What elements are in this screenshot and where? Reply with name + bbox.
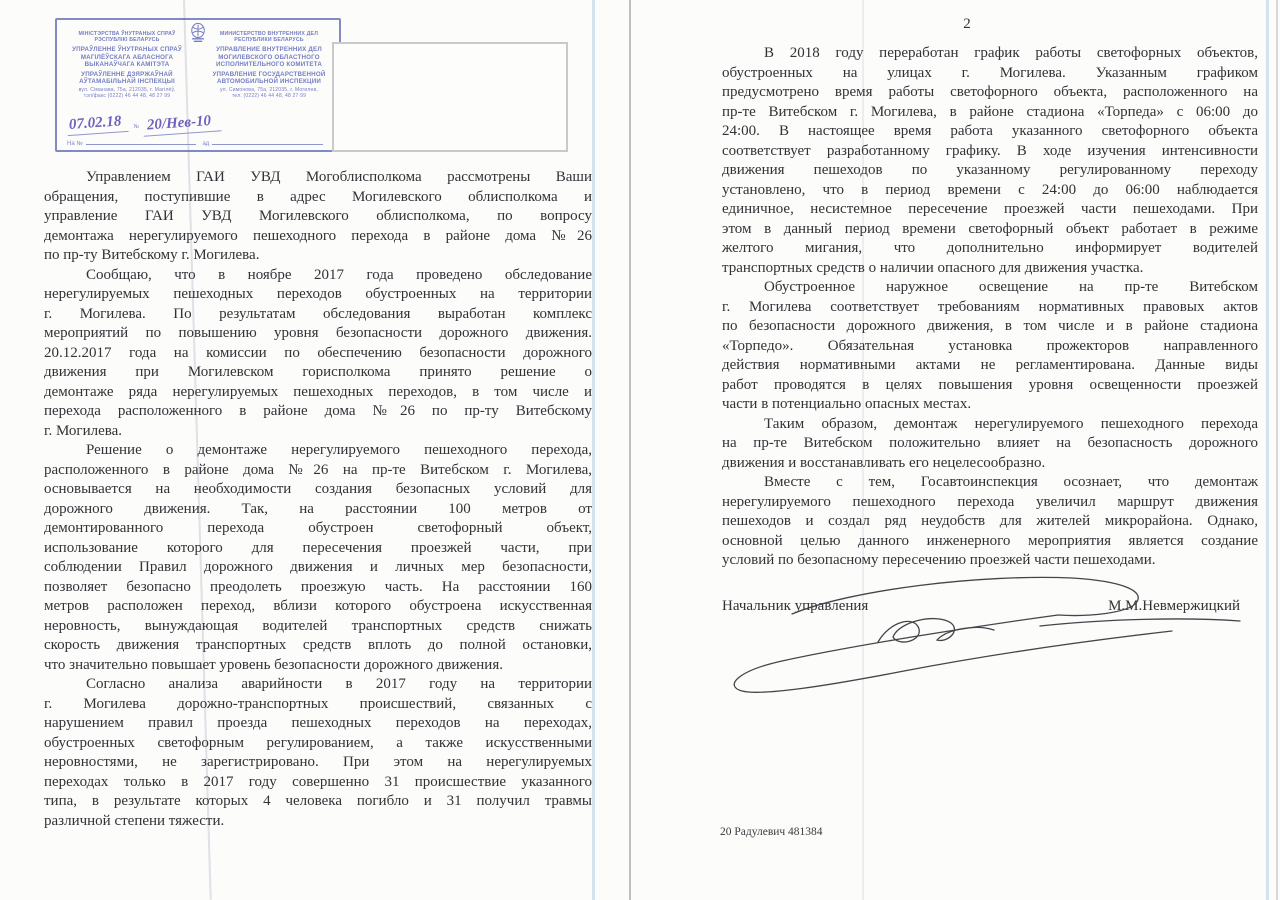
stamp-text-line: ул. Симонова, 75а, 212035, г. Могилев, <box>220 87 318 94</box>
text-line: неровность, вынуждающая водителей транспортных средств снижать <box>44 617 592 634</box>
paragraph <box>44 168 592 266</box>
stamp-text-line: вул. Сіманава, 75а, 212035, г. Магілёў, <box>78 87 176 94</box>
text-line: обустроенных на улицах г. Могилева. Указанным графиком <box>722 64 1258 81</box>
text-line: г. Могилева. <box>44 422 123 439</box>
text-line: Обустроенное наружное освещение на пр-те Витебском <box>764 279 1258 295</box>
text-line: демонтированного перехода обустроен светофорный объект, <box>44 520 592 536</box>
text-line: основывается на необходимости создания безопасных условий для <box>44 481 592 497</box>
text-line: г. Могилева. По результатам обследования выработан комплекс <box>44 305 592 322</box>
text-line: перехода расположенного в районе дома №26 по пр-ту Витебскому <box>44 403 592 419</box>
text-line: позволяет безопасно преодолеть проезжую часть. На расстоянии 160 <box>44 578 592 595</box>
stamp-column-russian <box>205 27 333 99</box>
text-line: обустроенных светофорным регулированием, а также искусственными <box>44 734 592 751</box>
paragraph <box>722 473 1258 571</box>
stamp-text-line: АЎТАМАБІЛЬНАЙ ІНСПЕКЦЫІ <box>79 78 175 86</box>
text-line: управление ГАИ УВД Могилевского облисполкома, по вопросу <box>44 208 592 224</box>
signature-stroke <box>700 555 1260 720</box>
stamp-text-line: УПРАЎЛЕННЕ ЎНУТРАНЫХ СПРАЎ <box>72 46 182 54</box>
stamp-column-belarusian <box>63 27 191 99</box>
text-line: скорость движения транспортных средств вплоть до полной остановки, <box>44 637 592 653</box>
stamp-text-line: УПРАВЛЕНИЕ ГОСУДАРСТВЕННОЙ <box>212 71 326 79</box>
text-line: основной целью данного инженерного мероприятия является создание <box>722 532 1258 549</box>
text-line: по пр-ту Витебскому г. Могилева. <box>44 247 260 263</box>
text-line: демонтажа нерегулируемого пешеходного перехода в районе дома №26 <box>44 227 592 244</box>
text-line: пр-те Витебском г. Могилева, в районе стадиона «Торпеда» с 06:00 до <box>722 103 1258 120</box>
stamp-ref-blank-line <box>212 136 323 145</box>
text-line: соответствует разработанному графику. В ходе изучения интенсивности <box>722 142 1258 159</box>
text-line: Решение о демонтаже нерегулируемого пешеходного перехода, <box>86 442 592 458</box>
text-line: по безопасности дорожного движения, в том числе и в районе стадиона <box>722 318 1258 334</box>
signature-block <box>722 598 1240 615</box>
stamp-text-line: тэл/факс (0222) 46 44 48, 48 27 99 <box>83 93 171 100</box>
text-line: г. Могилева дорожно-транспортных происшествий, связанных с <box>44 695 592 712</box>
stamp-text-line: МАГІЛЁЎСКАГА АБЛАСНОГА <box>80 53 174 61</box>
page-edge-line-blue <box>1266 0 1269 900</box>
text-line: «Торпедо». Обязательная установка прожекторов направленного <box>722 337 1258 354</box>
stamp-ref-blank-line <box>86 136 197 145</box>
text-line: Таким образом, демонтаж нерегулируемого пешеходного перехода <box>764 415 1258 432</box>
text-line: Управлением ГАИ УВД Могоблисполкома рассмотрены Ваши <box>86 169 592 185</box>
text-line: движения пешеходов по указанному регулированному переходу <box>722 162 1258 178</box>
executor-footer-note: 20 Радулевич 481384 <box>720 826 823 838</box>
stamp-text-line: ВЫКАНАЎЧАГА КАМІТЭТА <box>84 60 170 68</box>
stamp-text-line: тел. (0222) 46 44 48, 48 27 99 <box>231 93 307 100</box>
text-line: расположенного в районе дома №26 на пр-те Витебском г. Могилева, <box>44 461 592 478</box>
text-line: нерегулируемых пешеходных переходов обустроенных на территории <box>44 286 592 302</box>
stamp-text-line: МИНИСТЕРСТВО ВНУТРЕННИХ ДЕЛ <box>219 31 319 37</box>
text-line: этом в данный период времени светофорный объект работает в режиме <box>722 220 1258 237</box>
text-line: части в потенциально опасных местах. <box>722 396 972 412</box>
paragraph <box>722 44 1258 278</box>
text-line: единичное, несистемное пересечение проезжей части пешеходами. При <box>722 201 1258 217</box>
stamp-text-line: РЕСПУБЛИКИ БЕЛАРУСЬ <box>234 37 304 44</box>
page-edge-line-gray <box>629 0 631 900</box>
stamp-text-line: УПРАВЛЕНИЕ ВНУТРЕННИХ ДЕЛ <box>216 46 322 54</box>
text-line: неровностями, не зарегистрировано. При этом на нерегулируемых <box>44 754 592 770</box>
paragraph <box>722 278 1258 415</box>
belarus-emblem-icon <box>188 22 208 49</box>
text-line: предусмотрено время работы светофорного объекта, расположенного на <box>722 84 1258 100</box>
stamp-text-line: МІНІСТЭРСТВА ЎНУТРАНЫХ СПРАЎ <box>78 31 176 37</box>
text-line: метров расположен переход, вблизи которого обустроена искусственная <box>44 598 592 614</box>
text-line: движения при Могилевском горисполкома принято решение о <box>44 364 592 380</box>
text-line: нарушением правил проезда пешеходных переходов на переходах, <box>44 715 592 731</box>
text-line: пешеходов и создал ряд неудобств для жителей микрорайона. Однако, <box>722 513 1258 529</box>
text-line: обращения, поступившие в адрес Могилевского облисполкома и <box>44 188 592 205</box>
stamp-ref-from-label: ад <box>202 141 210 147</box>
stamp-text-line: УПРАЎЛЕННЕ ДЗЯРЖАЎНАЙ <box>81 71 173 79</box>
text-line: работ проводятся в целях повышения уровня освещенности проезжей <box>722 376 1258 393</box>
text-line: различной степени тяжести. <box>44 812 225 829</box>
page-number: 2 <box>963 16 971 32</box>
handwritten-date: 07.02.18 <box>66 113 128 136</box>
page-edge-line-gray <box>1276 0 1278 900</box>
text-line: переходах только в 2017 году совершенно 31 происшествие указанного <box>44 773 592 790</box>
text-line: Вместе с тем, Госавтоинспекция осознает, что демонтаж <box>764 474 1258 490</box>
stamp-number-label: № <box>133 124 140 130</box>
text-line: г. Могилева соответствует требованиям нормативных правовых актов <box>722 298 1258 315</box>
signer-position-title: Начальник управления <box>722 598 869 614</box>
text-line: мероприятий по повышению уровня безопасности дорожного движения. <box>44 325 592 341</box>
text-line: на пр-те Витебском положительно влияет на безопасность дорожного <box>722 435 1258 451</box>
text-line: установлено, что в период времени с 24:00 до 06:00 наблюдается <box>722 181 1258 198</box>
stamp-text-line: АВТОМОБИЛЬНОЙ ИНСПЕКЦИИ <box>217 78 321 86</box>
text-line: Сообщаю, что в ноябре 2017 года проведено обследование <box>86 266 592 283</box>
page2-letter-body <box>722 44 1258 571</box>
paragraph <box>44 675 592 831</box>
text-line: движения и восстанавливать его нецелесообразно. <box>722 454 1046 471</box>
paragraph <box>722 415 1258 474</box>
text-line: действия нормативными актами не регламентирована. Данные виды <box>722 357 1258 373</box>
text-line: дорожного движения. Так, на расстоянии 100 метров от <box>44 500 592 517</box>
text-line: нерегулируемого пешеходного перехода увеличил маршрут движения <box>722 493 1258 510</box>
text-line: 20.12.2017 года на комиссии по обеспечению безопасности дорожного <box>44 344 592 361</box>
stamp-text-line: РЭСПУБЛІКІ БЕЛАРУСЬ <box>94 37 160 44</box>
text-line: Согласно анализа аварийности в 2017 году на территории <box>86 676 592 692</box>
signer-name: М.М.Невмержицкий <box>1108 598 1240 614</box>
stamp-text-line: МОГИЛЕВСКОГО ОБЛАСТНОГО <box>218 53 320 61</box>
text-line: В 2018 году переработан график работы светофорных объектов, <box>764 45 1258 61</box>
page-edge-line-blue <box>592 0 595 900</box>
text-line: типа, в результате которых 4 человека погибло и 31 получил травмы <box>44 793 592 809</box>
text-line: условий по безопасному пересечению проезжей части пешеходами. <box>722 552 1156 568</box>
text-line: демонтаже ряда нерегулируемых пешеходных переходов, в том числе и <box>44 383 592 400</box>
recipient-address-box <box>332 42 568 152</box>
text-line: желтого мигания, что дополнительно информирует водителей <box>722 240 1258 256</box>
text-line: соблюдении Правил дорожного движения и личных мер безопасности, <box>44 559 592 575</box>
stamp-ref-number-label: На № <box>67 141 83 147</box>
stamp-text-line: ИСПОЛНИТЕЛЬНОГО КОМИТЕТА <box>216 60 322 68</box>
paragraph <box>44 266 592 442</box>
letterhead-stamp <box>55 18 341 152</box>
paragraph <box>44 441 592 675</box>
page1-letter-body <box>44 168 592 831</box>
text-line: транспортных средств о наличии опасного для движения участка. <box>722 259 1144 276</box>
text-line: использование которого для пересечения проезжей части, при <box>44 539 592 556</box>
text-line: 24:00. В настоящее время работа указанного светофорного объекта <box>722 123 1258 139</box>
handwritten-outgoing-number: 20/Нев-10 <box>143 112 222 136</box>
text-line: что значительно повышает уровень безопасности дорожного движения. <box>44 656 503 673</box>
